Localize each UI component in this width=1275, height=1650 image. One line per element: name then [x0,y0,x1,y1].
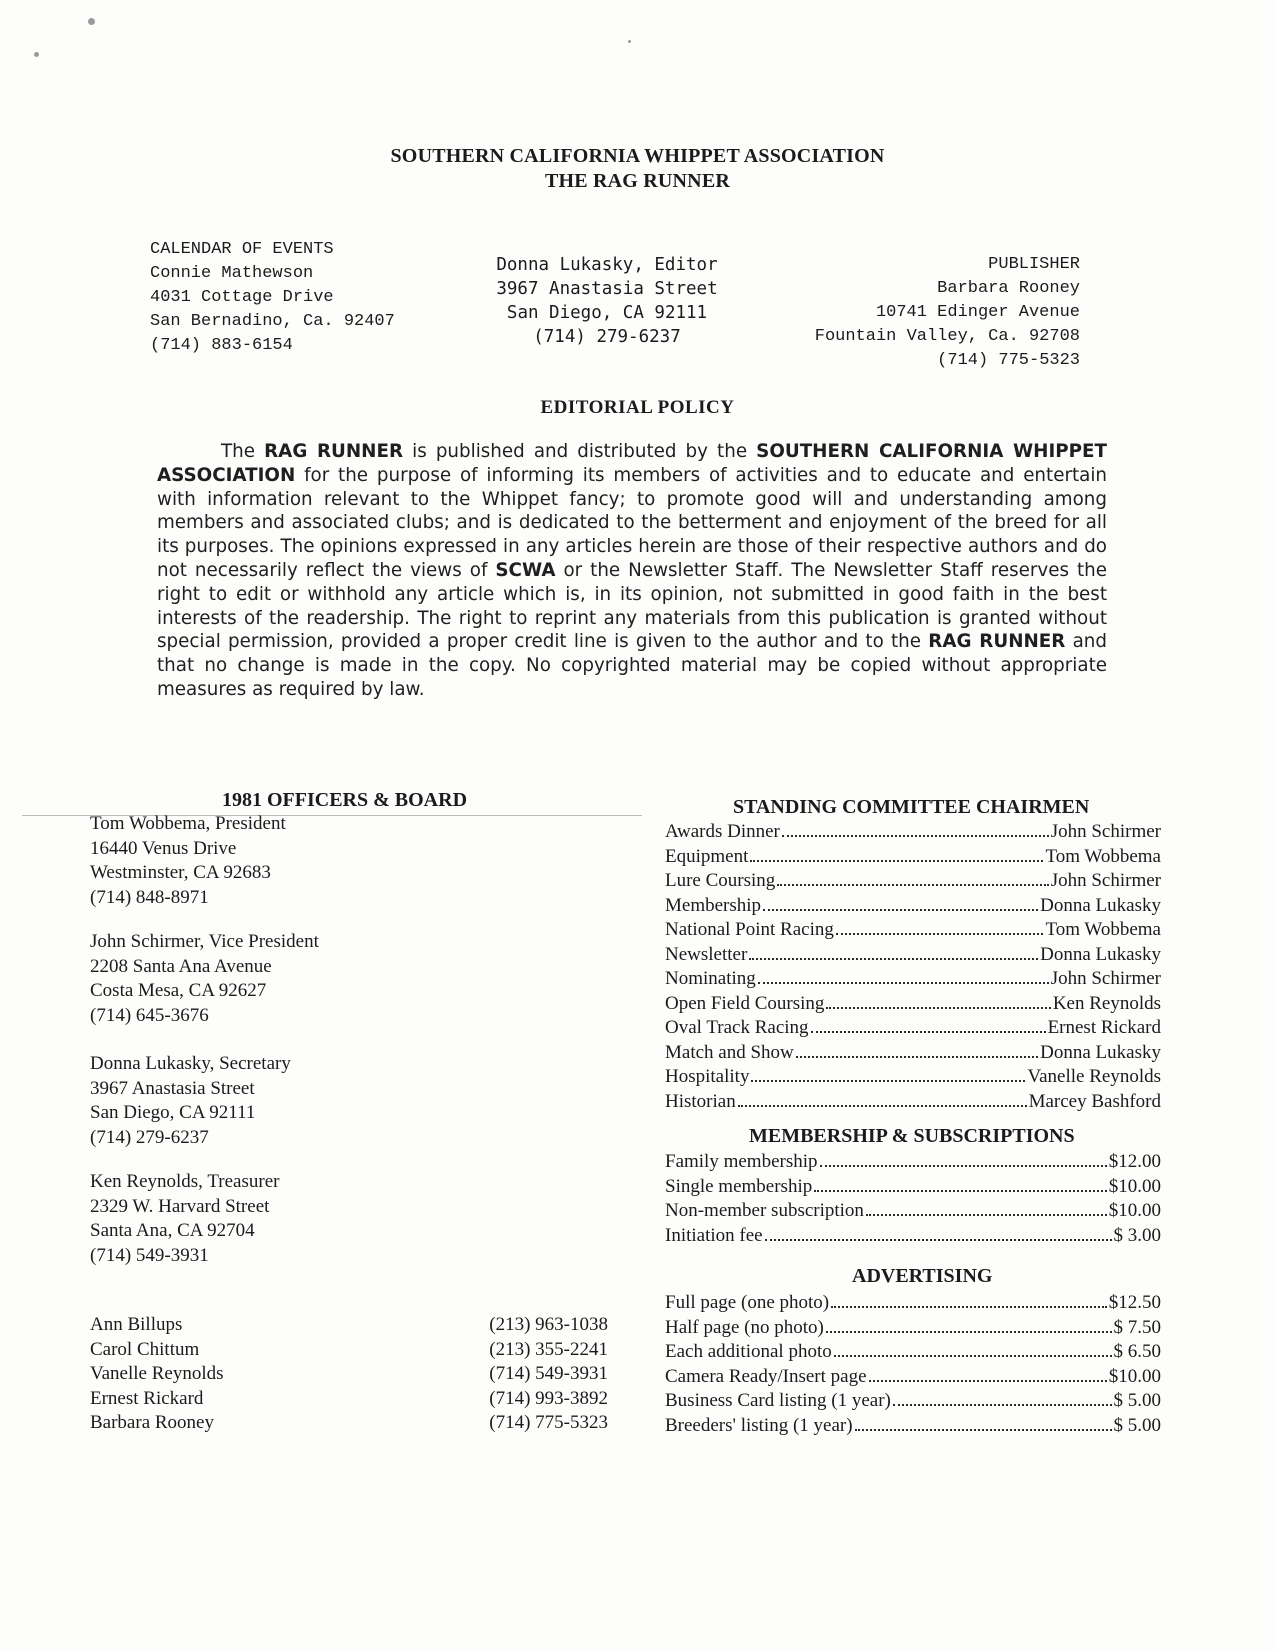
leader-dots [866,1214,1107,1216]
leader-dots [831,1306,1107,1308]
officer-street: 2208 Santa Ana Avenue [90,955,272,977]
fee-label: Non-member subscription [665,1200,864,1221]
calendar-name: Connie Mathewson [150,264,314,283]
officer-name: John Schirmer, Vice President [90,931,319,952]
advertising-heading: ADVERTISING [852,1265,993,1287]
officer-city: Costa Mesa, CA 92627 [90,980,267,1001]
committee-chair: Tom Wobbema [1045,845,1161,867]
editor-phone: (714) 279-6237 [533,327,681,347]
fee-amount: $ 3.00 [1113,1224,1161,1246]
board-row [90,1411,608,1436]
fee-row [665,1199,1161,1224]
ad-label: Breeders' listing (1 year) [665,1414,853,1436]
ad-rate-row [665,1340,1161,1365]
committee-name: Lure Coursing [665,870,776,891]
newsletter-title: THE RAG RUNNER [544,170,731,192]
publisher-street: 10741 Edinger Avenue [875,303,1080,322]
leader-dots [763,909,1038,911]
ad-price: $10.00 [1108,1365,1161,1387]
committee-row [665,894,1161,919]
board-row [90,1387,608,1412]
committee-row [665,845,1161,870]
ad-price: $ 5.00 [1113,1414,1161,1436]
org-title: SOUTHERN CALIFORNIA WHIPPET ASSOCIATION [390,145,885,167]
leader-dots [750,860,1043,862]
board-name: Ann Billups [90,1314,183,1335]
leader-dots [893,1404,1112,1406]
committee-row [665,992,1161,1017]
committee-name: Membership [665,894,762,916]
ad-price: $ 5.00 [1113,1390,1161,1411]
officer-entry [90,930,650,1052]
fee-row [665,1150,1161,1175]
officer-street: 3967 Anastasia Street [90,1077,255,1099]
board-name: Ernest Rickard [90,1387,204,1409]
board-phone: (714) 993-3892 [489,1387,608,1409]
editor-street: 3967 Anastasia Street [496,279,718,299]
committee-row [665,869,1161,894]
committee-name: Hospitality [665,1066,750,1087]
officer-street: 2329 W. Harvard Street [90,1195,270,1217]
committee-row [665,918,1161,943]
officer-street: 16440 Venus Drive [90,837,237,859]
ad-rate-row [665,1414,1161,1439]
committees-list [665,820,1161,1114]
ad-rate-row [665,1316,1161,1341]
officer-entry [90,1052,650,1170]
fee-amount: $12.00 [1108,1151,1161,1172]
leader-dots [758,982,1049,984]
ad-price: $ 6.50 [1113,1341,1161,1362]
board-row [90,1338,608,1363]
editorial-policy-text: The RAG RUNNER is published and distributed by the SOUTHERN CALIFORNIA WHIPPET ASSOCIATION for the purpose of informing its members of activities and to educate and entertain with information relevant to the Whippet fancy; to promote good will and understanding among members and associated clubs; and is dedicated to the betterment and enjoyment of the breed for all its purposes. The opinions expressed in any articles herein are those of their respective authors and do not necessarily reflect the views of SCWA or the Newsletter Staff. The Newsletter Staff reserves the right to edit or withhold any article which is, in its opinion, not submitted in good faith in the best interests of the readership. The right to reprint any materials from this publication is granted without special permission, provided a proper credit line is given to the author and to the RAG RUNNER and that no change is made in the copy. No copyrighted material may be copied without appropriate measures as required by law. [157,441,1108,700]
publisher-contact [760,253,1080,373]
calendar-street: 4031 Cottage Drive [150,288,334,307]
ad-rate-row [665,1365,1161,1390]
board-name: Vanelle Reynolds [90,1363,224,1384]
publisher-phone: (714) 775-5323 [937,351,1080,370]
leader-dots [820,1165,1107,1167]
committee-chair: Donna Lukasky [1040,943,1161,965]
committee-row [665,1090,1161,1115]
calendar-contact [150,238,395,358]
committee-chair: Marcey Bashford [1028,1090,1161,1112]
board-members [90,1313,608,1436]
editor-contact [462,253,752,349]
editorial-policy-heading: EDITORIAL POLICY [540,397,735,418]
leader-dots [765,1239,1112,1241]
leader-dots [777,884,1048,886]
leader-dots [796,1056,1038,1058]
committee-name: Equipment [665,845,749,867]
scan-speck [628,40,631,43]
leader-dots [749,958,1038,960]
officer-name: Donna Lukasky, Secretary [90,1053,291,1074]
committee-chair: Vanelle Reynolds [1027,1066,1161,1087]
committee-row [665,943,1161,968]
membership-heading: MEMBERSHIP & SUBSCRIPTIONS [749,1125,1075,1147]
fee-row [665,1175,1161,1200]
fee-amount: $10.00 [1108,1175,1161,1197]
officer-city: Westminster, CA 92683 [90,862,271,883]
fee-amount: $10.00 [1108,1200,1161,1221]
committee-chair: Donna Lukasky [1040,1041,1161,1063]
leader-dots [751,1080,1025,1082]
board-phone: (213) 963-1038 [489,1314,608,1335]
officers-list [90,812,650,1310]
board-phone: (213) 355-2241 [489,1338,608,1360]
scan-speck [88,18,95,25]
leader-dots [814,1190,1107,1192]
committee-name: National Point Racing [665,919,834,940]
committee-name: Awards Dinner [665,821,780,842]
officer-entry [90,812,650,930]
officer-city: San Diego, CA 92111 [90,1102,256,1123]
committee-row [665,1065,1161,1090]
membership-list [665,1150,1161,1248]
committee-row [665,1016,1161,1041]
officer-phone: (714) 848-8971 [90,886,209,908]
ad-rate-row [665,1291,1161,1316]
officers-heading: 1981 OFFICERS & BOARD [222,789,468,811]
ad-price: $ 7.50 [1113,1316,1161,1338]
ad-label: Business Card listing (1 year) [665,1390,891,1411]
fee-label: Family membership [665,1151,818,1172]
calendar-city: San Bernadino, Ca. 92407 [150,312,395,331]
committee-chair: John Schirmer [1050,821,1161,842]
ad-rate-row [665,1389,1161,1414]
committee-name: Match and Show [665,1041,794,1063]
committee-chair: John Schirmer [1050,968,1161,989]
officer-phone: (714) 279-6237 [90,1126,209,1148]
officer-phone: (714) 645-3676 [90,1004,209,1026]
officer-name: Tom Wobbema, President [90,813,286,834]
scan-speck [34,52,39,57]
committee-chair: Ken Reynolds [1052,992,1161,1014]
advertising-list [665,1291,1161,1438]
editor-city: San Diego, CA 92111 [506,303,708,323]
leader-dots [834,1355,1112,1357]
leader-dots [738,1105,1027,1107]
committee-chair: Tom Wobbema [1045,919,1161,940]
officer-name: Ken Reynolds, Treasurer [90,1171,280,1192]
board-phone: (714) 775-5323 [489,1412,608,1433]
publisher-name: Barbara Rooney [937,279,1080,298]
publisher-heading: PUBLISHER [988,255,1080,274]
ad-label: Each additional photo [665,1341,832,1362]
committee-row [665,1041,1161,1066]
committee-row [665,967,1161,992]
officer-entry [90,1170,650,1310]
board-name: Barbara Rooney [90,1412,214,1433]
committee-name: Nominating [665,968,756,989]
officer-phone: (714) 549-3931 [90,1244,209,1266]
board-row [90,1313,608,1338]
fee-row [665,1224,1161,1249]
committees-heading: STANDING COMMITTEE CHAIRMEN [733,796,1090,818]
board-phone: (714) 549-3931 [489,1363,608,1384]
fee-label: Single membership [665,1175,813,1197]
leader-dots [826,1007,1050,1009]
leader-dots [836,933,1044,935]
committee-name: Newsletter [665,943,748,965]
leader-dots [855,1429,1112,1431]
board-row [90,1362,608,1387]
leader-dots [782,835,1049,837]
committee-chair: Ernest Rickard [1047,1017,1161,1038]
leader-dots [869,1380,1107,1382]
ad-label: Full page (one photo) [665,1292,830,1313]
committee-name: Oval Track Racing [665,1017,809,1038]
ad-price: $12.50 [1108,1292,1161,1313]
fee-label: Initiation fee [665,1224,763,1246]
calendar-phone: (714) 883-6154 [150,336,293,355]
publisher-city: Fountain Valley, Ca. 92708 [814,327,1080,346]
committee-chair: John Schirmer [1050,870,1161,891]
committee-chair: Donna Lukasky [1040,894,1161,916]
calendar-heading: CALENDAR OF EVENTS [150,240,334,259]
ad-label: Half page (no photo) [665,1316,824,1338]
committee-name: Historian [665,1090,736,1112]
committee-name: Open Field Coursing [665,992,825,1014]
officer-city: Santa Ana, CA 92704 [90,1220,255,1241]
ad-label: Camera Ready/Insert page [665,1365,867,1387]
leader-dots [826,1331,1112,1333]
committee-row [665,820,1161,845]
board-name: Carol Chittum [90,1338,200,1360]
leader-dots [811,1031,1046,1033]
editor-name: Donna Lukasky, Editor [496,255,718,275]
